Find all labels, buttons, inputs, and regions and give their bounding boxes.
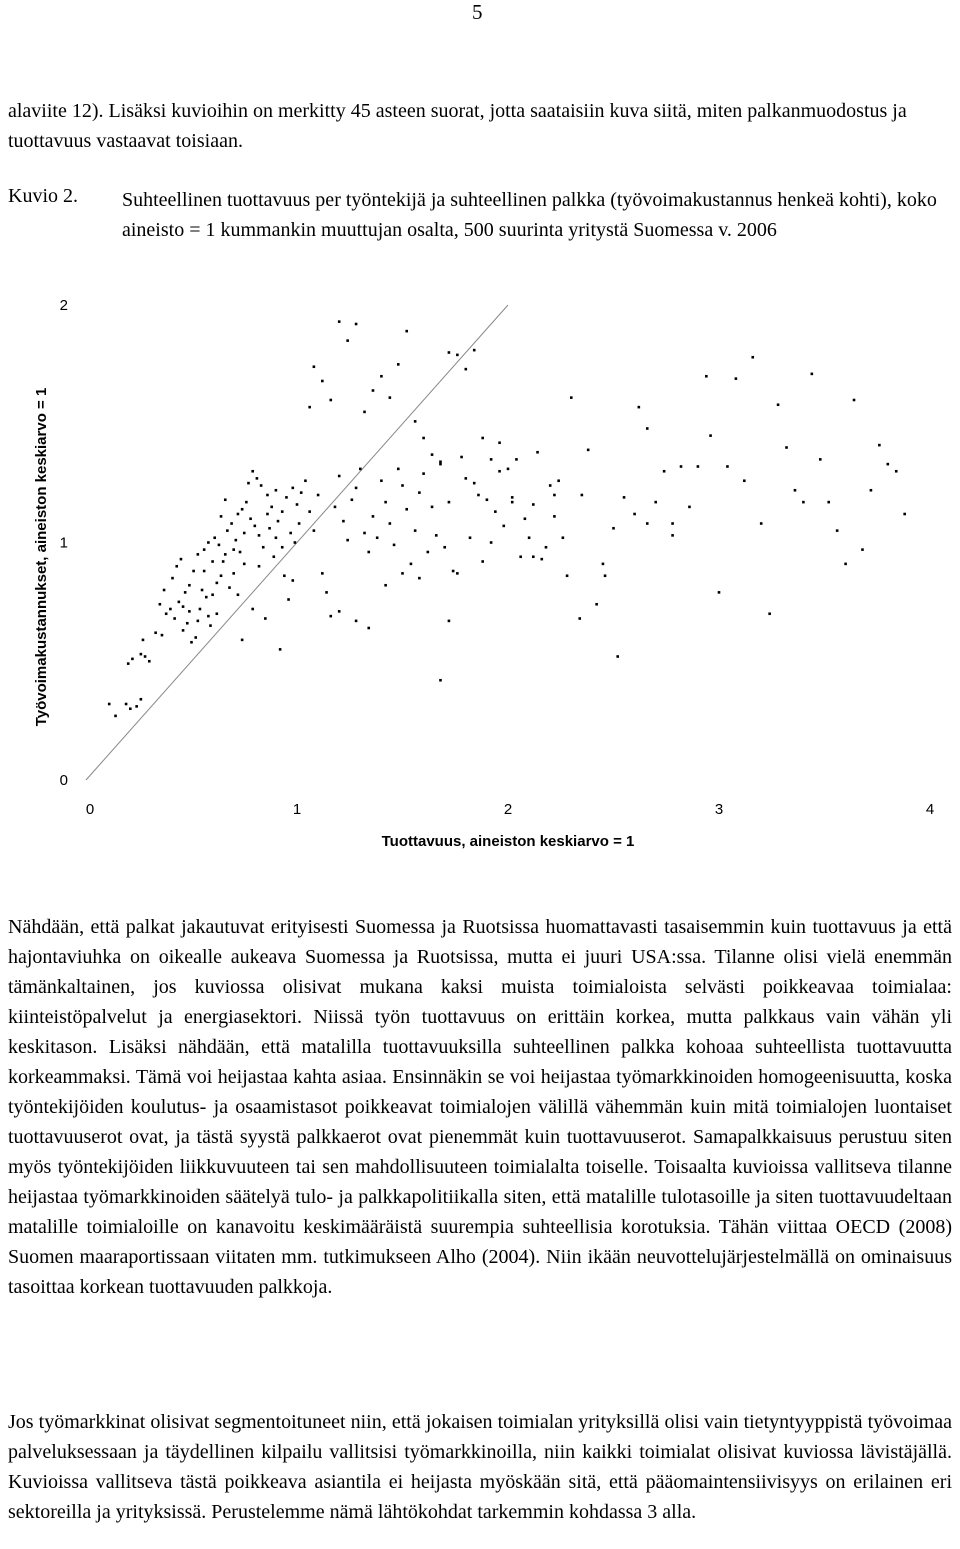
scatter-point xyxy=(226,529,229,532)
scatter-point xyxy=(612,527,615,530)
scatter-point xyxy=(173,617,176,620)
scatter-point xyxy=(228,586,231,589)
scatter-point xyxy=(129,707,132,710)
scatter-point xyxy=(578,617,581,620)
scatter-point xyxy=(346,339,349,342)
scatter-point xyxy=(291,487,294,490)
x-tick-label: 0 xyxy=(85,801,95,818)
scatter-point xyxy=(281,510,284,513)
scatter-point xyxy=(380,375,383,378)
scatter-point xyxy=(308,510,311,513)
scatter-point xyxy=(180,558,183,561)
scatter-point xyxy=(262,546,265,549)
scatter-point xyxy=(697,465,700,468)
scatter-point xyxy=(216,612,219,615)
scatter-point xyxy=(275,489,278,492)
scatter-point xyxy=(224,498,227,501)
scatter-point xyxy=(169,608,172,611)
scatter-point xyxy=(878,444,881,447)
scatter-point xyxy=(469,536,472,539)
scatter-point xyxy=(405,330,408,333)
chart-ticks xyxy=(60,297,935,818)
scatter-point xyxy=(405,508,408,511)
x-tick-label: 2 xyxy=(503,801,513,818)
scatter-point xyxy=(553,494,556,497)
scatter-point xyxy=(384,501,387,504)
scatter-point xyxy=(486,498,489,501)
scatter-point xyxy=(532,503,535,506)
scatter-point xyxy=(279,648,282,651)
scatter-point xyxy=(477,494,480,497)
chart-points xyxy=(108,320,906,717)
scatter-point xyxy=(435,534,438,537)
scatter-point xyxy=(604,574,607,577)
scatter-point xyxy=(422,472,425,475)
scatter-point xyxy=(277,520,280,523)
scatter-point xyxy=(159,603,162,606)
scatter-point xyxy=(502,525,505,528)
scatter-point xyxy=(142,639,145,642)
scatter-point xyxy=(557,479,560,482)
scatter-point xyxy=(751,356,754,359)
scatter-point xyxy=(844,563,847,566)
y-tick-label: 2 xyxy=(59,297,68,314)
x-tick-label: 4 xyxy=(925,801,935,818)
scatter-point xyxy=(448,620,451,623)
scatter-point xyxy=(140,653,143,656)
scatter-point xyxy=(397,363,400,366)
scatter-point xyxy=(481,560,484,563)
scatter-point xyxy=(175,565,178,568)
scatter-point xyxy=(165,612,168,615)
scatter-point xyxy=(237,593,240,596)
scatter-point xyxy=(726,465,729,468)
scatter-point xyxy=(154,631,157,634)
scatter-point xyxy=(287,598,290,601)
scatter-point xyxy=(646,522,649,525)
scatter-point xyxy=(334,506,337,509)
scatter-point xyxy=(298,522,301,525)
scatter-point xyxy=(785,446,788,449)
scatter-point xyxy=(203,548,206,551)
scatter-point xyxy=(230,522,233,525)
figure-label: Kuvio 2. xyxy=(8,185,78,207)
scatter-point xyxy=(456,354,459,357)
scatter-point xyxy=(338,320,341,323)
scatter-point xyxy=(507,468,510,471)
scatter-point xyxy=(595,603,598,606)
scatter-point xyxy=(235,539,238,542)
scatter-point xyxy=(836,529,839,532)
scatter-point xyxy=(372,389,375,392)
scatter-point xyxy=(448,501,451,504)
scatter-point xyxy=(490,541,493,544)
scatter-point xyxy=(410,563,413,566)
scatter-point xyxy=(414,420,417,423)
scatter-point xyxy=(161,634,164,637)
scatter-point xyxy=(498,470,501,473)
scatter-point xyxy=(431,453,434,456)
scatter-point xyxy=(671,522,674,525)
scatter-point xyxy=(688,506,691,509)
scatter-point xyxy=(870,489,873,492)
scatter-point xyxy=(239,551,242,554)
scatter-point xyxy=(393,544,396,547)
reference-45-degree-line xyxy=(86,305,508,780)
scatter-point xyxy=(325,591,328,594)
scatter-point xyxy=(199,608,202,611)
scatter-point xyxy=(355,620,358,623)
scatter-point xyxy=(285,496,288,499)
scatter-point xyxy=(494,510,497,513)
scatter-point xyxy=(135,705,138,708)
scatter-point xyxy=(443,546,446,549)
scatter-point xyxy=(709,434,712,437)
scatter-point xyxy=(190,641,193,644)
scatter-point xyxy=(140,698,143,701)
body-paragraph-2: Jos työmarkkinat olisivat segmentoituneet niin, että jokaisen toimialan yrityksillä olisi vain tietyntyyppistä työvoimaa palveluksessaan ja täydellinen kilpailu vallitsisi työmarkkinoilla, niin kaikki toimialat olisivat kuviossa lävistäjällä. Kuvioissa vallitseva tästä poikkeava asiantila ei heijasta myöskään sitä, että pääomaintensiivisyys on erilainen eri sektoreilla ja yrityksissä. Perustelemme nämä lähtökohdat tarkemmin kohdassa 3 alla. xyxy=(8,1411,952,1523)
scatter-point xyxy=(427,551,430,554)
scatter-point xyxy=(125,703,128,706)
scatter-point xyxy=(581,494,584,497)
scatter-point xyxy=(511,496,514,499)
scatter-point xyxy=(540,558,543,561)
scatter-point xyxy=(220,574,223,577)
scatter-point xyxy=(431,506,434,509)
scatter-point xyxy=(201,589,204,592)
scatter-point xyxy=(545,546,548,549)
scatter-point xyxy=(321,380,324,383)
scatter-point xyxy=(895,470,898,473)
scatter-point xyxy=(222,560,225,563)
scatter-point xyxy=(317,494,320,497)
scatter-point xyxy=(623,496,626,499)
scatter-point xyxy=(131,658,134,661)
scatter-point xyxy=(414,529,417,532)
scatter-point xyxy=(218,544,221,547)
scatter-point xyxy=(566,574,569,577)
scatter-point xyxy=(207,541,210,544)
scatter-point xyxy=(144,655,147,658)
scatter-point xyxy=(186,622,189,625)
scatter-point xyxy=(241,508,244,511)
scatter-point xyxy=(401,572,404,575)
scatter-point xyxy=(188,584,191,587)
scatter-point xyxy=(209,624,212,627)
scatter-point xyxy=(266,513,269,516)
scatter-point xyxy=(355,487,358,490)
scatter-point xyxy=(194,636,197,639)
scatter-point xyxy=(127,662,130,665)
scatter-point xyxy=(705,375,708,378)
scatter-point xyxy=(768,612,771,615)
scatter-point xyxy=(536,451,539,454)
scatter-point xyxy=(184,591,187,594)
scatter-point xyxy=(519,555,522,558)
scatter-point xyxy=(680,465,683,468)
scatter-point xyxy=(291,579,294,582)
scatter-point xyxy=(439,679,442,682)
scatter-point xyxy=(532,555,535,558)
scatter-point xyxy=(511,501,514,504)
scatter-point xyxy=(654,501,657,504)
scatter-point xyxy=(182,629,185,632)
scatter-point xyxy=(182,605,185,608)
scatter-point xyxy=(587,449,590,452)
scatter-point xyxy=(646,427,649,430)
y-tick-label: 1 xyxy=(59,534,68,552)
scatter-point xyxy=(272,555,275,558)
scatter-point xyxy=(251,608,254,611)
scatter-point xyxy=(794,489,797,492)
scatter-point xyxy=(211,593,214,596)
scatter-point xyxy=(448,351,451,354)
scatter-point xyxy=(148,660,151,663)
scatter-point xyxy=(389,522,392,525)
scatter-point xyxy=(338,475,341,478)
scatter-point xyxy=(108,703,111,706)
scatter-point xyxy=(498,441,501,444)
scatter-point xyxy=(553,515,556,518)
scatter-point xyxy=(819,458,822,461)
scatter-point xyxy=(289,532,292,535)
scatter-point xyxy=(178,601,181,604)
scatter-point xyxy=(465,368,468,371)
scatter-point xyxy=(743,479,746,482)
scatter-point xyxy=(245,501,248,504)
scatter-point xyxy=(283,574,286,577)
scatter-point xyxy=(211,560,214,563)
scatter-point xyxy=(380,479,383,482)
scatter-point xyxy=(367,627,370,630)
scatter-point xyxy=(205,596,208,599)
scatter-point xyxy=(232,572,235,575)
scatter-point xyxy=(207,615,210,618)
scatter-point xyxy=(903,513,906,516)
y-axis-label: Työvoimakustannukset, aineiston keskiarvo = 1 xyxy=(33,387,50,727)
scatter-point xyxy=(264,617,267,620)
scatter-point xyxy=(456,572,459,575)
scatter-point xyxy=(363,532,366,535)
scatter-point xyxy=(321,572,324,575)
scatter-point xyxy=(638,406,641,409)
scatter-point xyxy=(549,484,552,487)
scatter-point xyxy=(418,577,421,580)
scatter-point xyxy=(473,349,476,352)
scatter-point xyxy=(372,515,375,518)
scatter-point xyxy=(251,470,254,473)
scatter-point xyxy=(203,570,206,573)
body-paragraph-1: Nähdään, että palkat jakautuvat erityisesti Suomessa ja Ruotsissa huomattavasti tasaisemmin kuin tuottavuus ja että hajontaviuhka on oikealle aukeava Suomessa ja Ruotsissa, mutta ei juuri USA:ssa. Tilanne olisi vielä enemmän tämänkaltainen, jos kuviossa olisivat mukana kaksi muista toimialoista selvästi poikkeavaa toimialaa: kiinteistöpalvelut ja energiasektori. Niissä työn tuottavuus on erittäin korkea, mutta palkkaus vain vähän yli keskitason. Lisäksi nähdään, että matalilla tuottavuuksilla suhteellinen palkka kohoaa suhteellista tuottavuutta korkeammaksi. Tämä voi heijastaa kahta asiaa. Ensinnäkin se voi heijastaa työmarkkinoiden homogeenisuutta, koska työntekijöiden koulutus- ja osaamistasot poikkeavat toimialojen välillä vähemmän kuin mitä toimialojen luontaiset tuottavuuserot ovat, ja tästä syystä palkkaerot ovat pienemmät kuin tuottavuuserot. Samapalkkaisuus perustuu siten myös työntekijöiden liikkuvuuteen tai sen mahdollisuuteen toimialalta toiselle. Toisaalta kuvioissa vallitseva tilanne heijastaa työmarkkinoiden säätelyä tulo- ja palkkapolitiikalla siten, että matalille tulotasoille ja siten tuottavuudeltaan matalille toimialoille on kanavoitu keskimääräistä suurempia suhteellisia korotuksia. Tähän viittaa OECD (2008) Suomen maaraportissaan viitaten mm. tutkimukseen Alho (2004). Niin ikään neuvottelujärjestelmällä on ominaisuus tasoittaa korkean tuottavuuden palkkoja. xyxy=(8,916,952,1298)
scatter-point xyxy=(355,323,358,326)
scatter-point xyxy=(861,548,864,551)
scatter-point xyxy=(718,591,721,594)
scatter-point xyxy=(827,501,830,504)
scatter-point xyxy=(376,536,379,539)
scatter-point xyxy=(171,577,174,580)
scatter-point xyxy=(422,437,425,440)
scatter-point xyxy=(760,522,763,525)
scatter-point xyxy=(329,399,332,402)
intro-paragraph: alaviite 12). Lisäksi kuvioihin on merkitty 45 asteen suorat, jotta saataisiin kuva siitä, miten palkanmuodostus ja tuottavuus vastaavat toisiaan. xyxy=(8,100,907,152)
scatter-point xyxy=(481,437,484,440)
scatter-point xyxy=(188,610,191,613)
scatter-point xyxy=(562,536,565,539)
scatter-point xyxy=(671,534,674,537)
scatter-point xyxy=(401,484,404,487)
scatter-point xyxy=(329,615,332,618)
scatter-point xyxy=(213,536,216,539)
scatter-point xyxy=(735,377,738,380)
scatter-point xyxy=(197,620,200,623)
scatter-point xyxy=(232,548,235,551)
scatter-point xyxy=(197,553,200,556)
scatter-point xyxy=(524,517,527,520)
y-tick-label: 0 xyxy=(59,772,68,789)
x-tick-label: 3 xyxy=(714,801,724,818)
scatter-point xyxy=(281,546,284,549)
scatter-point xyxy=(460,456,463,459)
scatter-point xyxy=(452,570,455,573)
scatter-point xyxy=(243,563,246,566)
scatter-point xyxy=(853,399,856,402)
scatter-point xyxy=(342,520,345,523)
figure-caption: Suhteellinen tuottavuus per työntekijä ja suhteellinen palkka (työvoimakustannus henkeä kohti), koko aineisto = 1 kummankin muuttujan osalta, 500 suurinta yritystä Suomessa v. 2006 xyxy=(122,189,937,241)
scatter-point xyxy=(633,513,636,516)
scatter-point xyxy=(294,541,297,544)
scatter-point xyxy=(275,536,278,539)
scatter-point xyxy=(418,491,421,494)
scatter-point xyxy=(359,468,362,471)
scatter-point xyxy=(363,411,366,414)
scatter-point xyxy=(256,477,259,480)
scatter-point xyxy=(243,532,246,535)
scatter-point xyxy=(777,403,780,406)
scatter-point xyxy=(260,484,263,487)
scatter-point xyxy=(465,477,468,480)
scatter-point xyxy=(602,563,605,566)
scatter-point xyxy=(258,565,261,568)
scatter-point xyxy=(389,396,392,399)
scatter-point xyxy=(490,458,493,461)
scatter-point xyxy=(338,610,341,613)
scatter-point xyxy=(384,584,387,587)
scatter-point xyxy=(616,655,619,658)
scatter-point xyxy=(308,406,311,409)
scatter-point xyxy=(247,482,250,485)
scatter-point xyxy=(300,491,303,494)
scatter-point xyxy=(241,639,244,642)
page-number: 5 xyxy=(472,0,483,24)
scatter-point xyxy=(811,373,814,376)
x-tick-label: 1 xyxy=(292,801,302,818)
scatter-point xyxy=(296,503,299,506)
scatter-point xyxy=(663,470,666,473)
scatter-point xyxy=(367,551,370,554)
scatter-point xyxy=(254,525,257,528)
scatter-point xyxy=(473,482,476,485)
scatter-point xyxy=(258,534,261,537)
scatter-point xyxy=(528,536,531,539)
scatter-point xyxy=(224,553,227,556)
scatter-point xyxy=(249,517,252,520)
scatter-point xyxy=(439,460,442,463)
x-axis-label: Tuottavuus, aineiston keskiarvo = 1 xyxy=(381,833,635,850)
scatter-point xyxy=(304,479,307,482)
scatter-point xyxy=(268,527,271,530)
scatter-point xyxy=(237,513,240,516)
scatter-point xyxy=(570,396,573,399)
scatter-point xyxy=(346,539,349,542)
scatter-point xyxy=(515,458,518,461)
scatter-point xyxy=(397,468,400,471)
scatter-point xyxy=(802,501,805,504)
scatter-point xyxy=(313,365,316,368)
scatter-point xyxy=(313,529,316,532)
scatter-point xyxy=(114,715,117,718)
scatter-point xyxy=(163,589,166,592)
scatter-point xyxy=(887,463,890,466)
scatter-point xyxy=(439,463,442,466)
scatter-point xyxy=(266,494,269,497)
scatter-point xyxy=(270,506,273,509)
scatter-point xyxy=(192,570,195,573)
scatter-point xyxy=(216,582,219,585)
scatter-point xyxy=(220,515,223,518)
scatter-point xyxy=(351,498,354,501)
